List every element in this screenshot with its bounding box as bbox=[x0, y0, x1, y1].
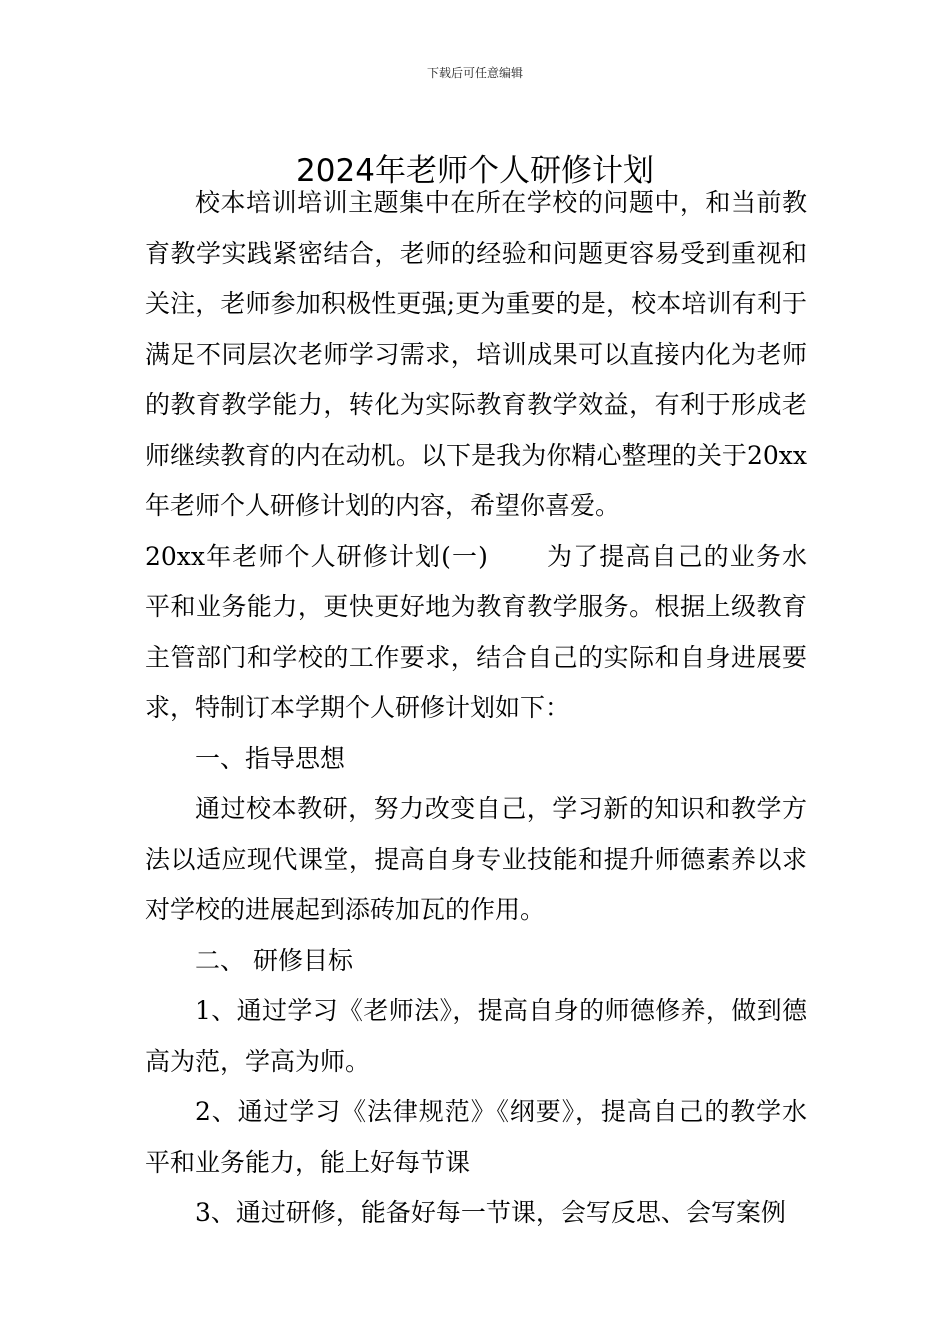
intro-paragraph: 校本培训培训主题集中在所在学校的问题中，和当前教育教学实践紧密结合，老师的经验和问题更容易受到重视和关注，老师参加积极性更强;更为重要的是，校本培训有利于满足不同层次老师学习需求，培训成果可以直接内化为老师的教育教学能力，转化为实际教育教学效益，有利于形成老师继续教育的内在动机。以下是我为你精心整理的关于20xx年老师个人研修计划的内容，希望你喜爱。 bbox=[145, 188, 807, 520]
goal-item-1: 1、通过学习《老师法》，提高自身的师德修养，做到德高为范，学高为师。 bbox=[145, 996, 807, 1076]
document-body bbox=[145, 178, 807, 1239]
document-title: 2024年老师个人研修计划 bbox=[296, 152, 654, 189]
header-note: 下载后可任意编辑 bbox=[426, 66, 523, 80]
section1-text: 通过校本教研，努力改变自己，学习新的知识和教学方法以适应现代课堂，提高自身专业技能和提升师德素养以求对学校的进展起到添砖加瓦的作用。 bbox=[145, 794, 807, 924]
goal-item-2: 2、通过学习《法律规范》《纲要》，提高自己的教学水平和业务能力，能上好每节课 bbox=[145, 1097, 807, 1177]
goal-item-3: 3、通过研修，能备好每一节课，会写反思、会写案例 bbox=[195, 1198, 786, 1227]
plan-paragraph bbox=[145, 532, 807, 734]
plan-intro: 为了提高自己的业务水平和业务能力，更快更好地为教育教学服务。根据上级教育主管部门和学校的工作要求，结合自己的实际和自身进展要求，特制订本学期个人研修计划如下： bbox=[145, 541, 807, 722]
section1-heading: 一、指导思想 bbox=[195, 743, 346, 773]
plan-heading: 20xx年老师个人研修计划(一) bbox=[145, 541, 488, 571]
section2-heading: 二、 研修目标 bbox=[195, 945, 353, 975]
